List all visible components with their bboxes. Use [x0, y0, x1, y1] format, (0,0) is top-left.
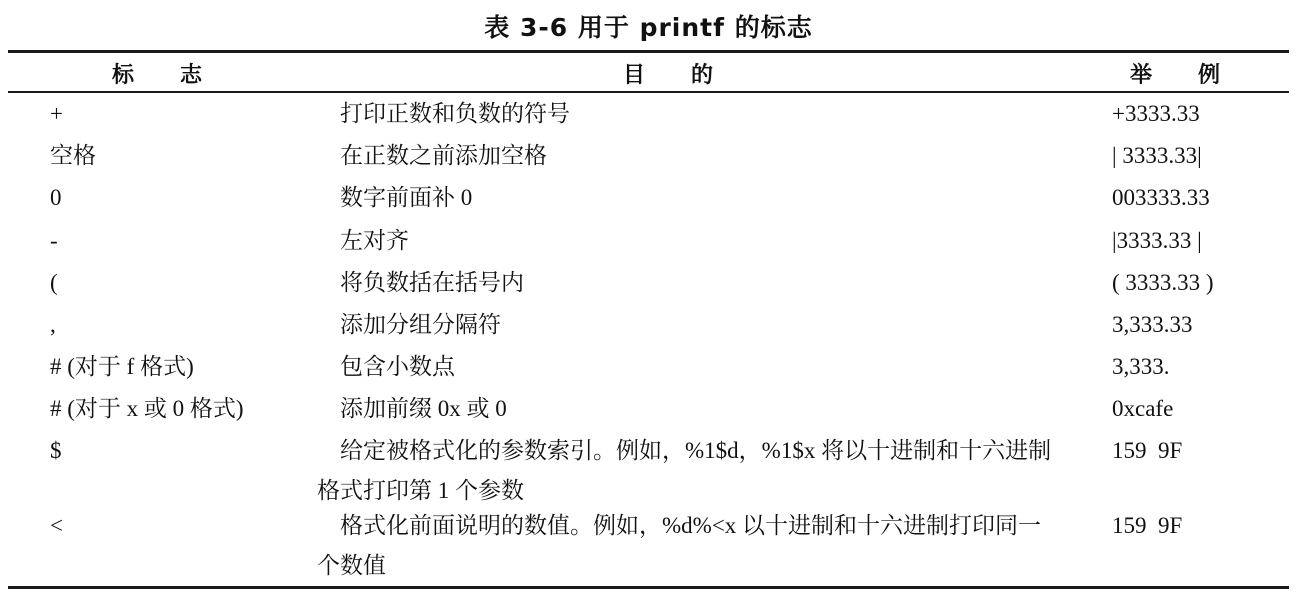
- flag-cell: ,: [50, 312, 56, 337]
- example-cell: ( 3333.33 ): [1112, 270, 1214, 295]
- purpose-cell: 给定被格式化的参数索引。例如，%1$d，%1$x 将以十进制和十六进制格式打印第 1 个参数: [317, 438, 1052, 503]
- example-cell: 003333.33: [1112, 185, 1210, 210]
- example-cell: | 3333.33|: [1112, 143, 1202, 168]
- flag-cell: $: [50, 438, 62, 463]
- table-top-rule: [8, 50, 1289, 53]
- purpose-cell: 格式化前面说明的数值。例如，%d%<x 以十进制和十六进制打印同一个数值: [317, 513, 1042, 578]
- purpose-cell: 包含小数点: [340, 354, 455, 379]
- purpose-cell: 左对齐: [340, 228, 409, 253]
- table-bottom-rule: [8, 586, 1289, 589]
- example-cell: 159 9F: [1112, 513, 1183, 538]
- purpose-cell: 打印正数和负数的符号: [340, 101, 570, 126]
- example-cell: 3,333.: [1112, 354, 1170, 379]
- table-caption: 表 3-6 用于 printf 的标志: [484, 13, 813, 42]
- example-cell: 3,333.33: [1112, 312, 1193, 337]
- flag-cell: +: [50, 101, 63, 126]
- purpose-cell: 添加分组分隔符: [340, 312, 501, 337]
- purpose-cell: 将负数括在括号内: [340, 270, 524, 295]
- example-cell: |3333.33 |: [1112, 228, 1202, 253]
- header-example: 举例: [1130, 63, 1267, 88]
- header-rule: [8, 91, 1289, 93]
- example-cell: +3333.33: [1112, 101, 1200, 126]
- example-cell: 0xcafe: [1112, 396, 1174, 421]
- flag-cell: <: [50, 513, 63, 538]
- flag-cell: -: [50, 228, 58, 253]
- purpose-cell: 数字前面补 0: [340, 185, 473, 210]
- flag-cell: 0: [50, 185, 62, 210]
- purpose-cell: 在正数之前添加空格: [340, 143, 547, 168]
- flag-cell: # (对于 f 格式): [50, 354, 194, 379]
- purpose-cell: 添加前缀 0x 或 0: [340, 396, 507, 421]
- header-purpose: 目的: [623, 63, 760, 88]
- flag-cell: # (对于 x 或 0 格式): [50, 396, 244, 421]
- flag-cell: (: [50, 270, 58, 295]
- flag-cell: 空格: [50, 143, 96, 168]
- example-cell: 159 9F: [1112, 438, 1183, 463]
- header-flag: 标志: [112, 63, 249, 88]
